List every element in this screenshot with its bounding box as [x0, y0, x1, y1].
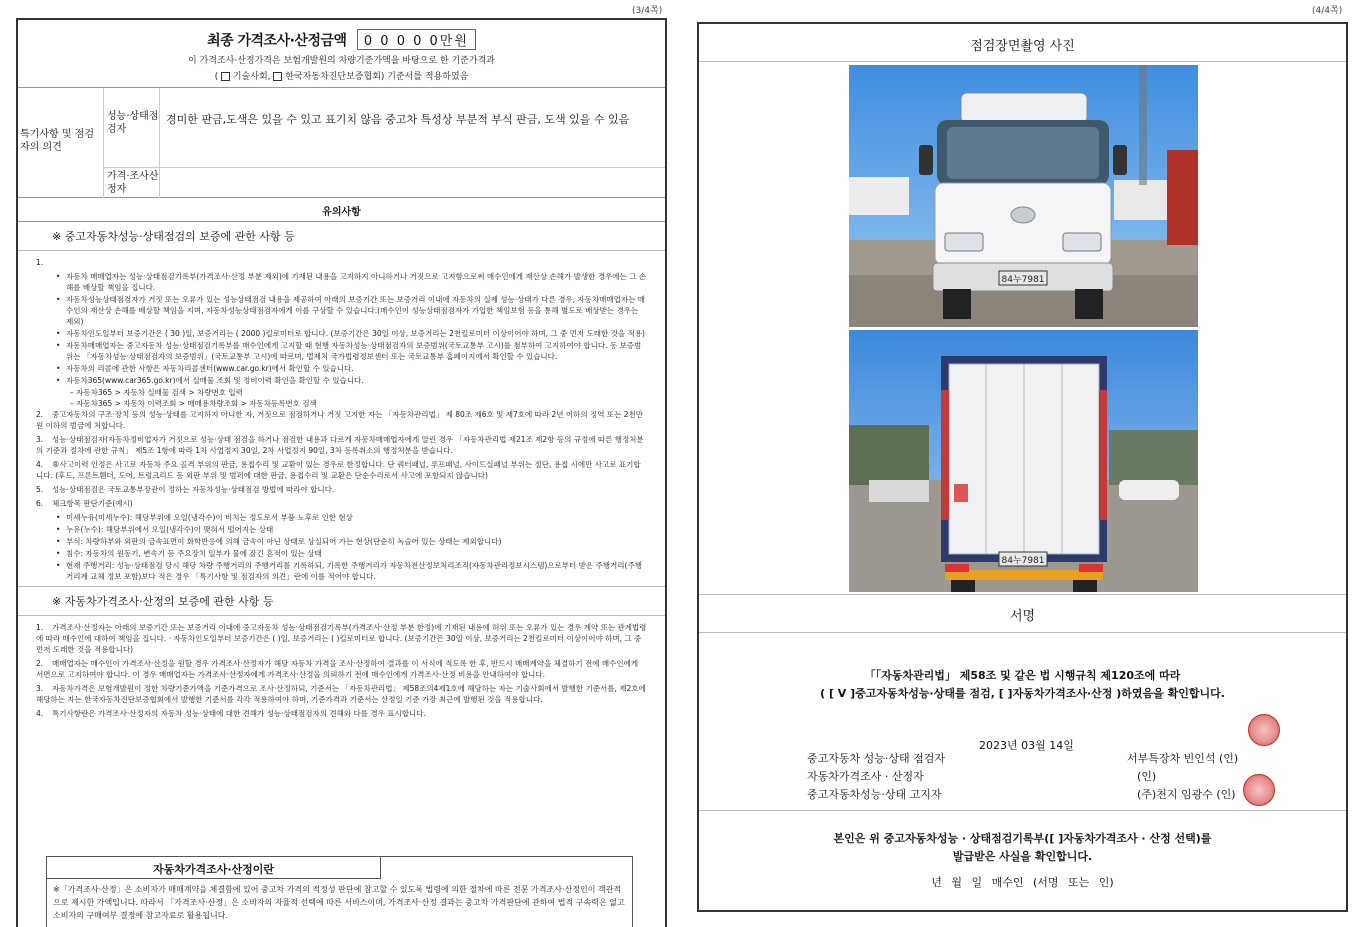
performance-warranty-items [18, 251, 665, 582]
performance-inspector-opinion: 경미한 판금,도색은 있을 수 있고 표기치 않음 중고차 특성상 부분적 부식 판금, 도색 있을 수 있음 [166, 113, 630, 126]
notice-sub-item: • 침수: 자동차의 원동기, 변속기 등 주요장치 일부가 물에 잠긴 흔적이 있는 상태 [36, 548, 647, 559]
buyer-signature-line[interactable]: 년 월 일 매수인 (서명 또는 인) [931, 876, 1114, 889]
section-performance-warranty-title: ※ 중고자동차성능·상태점검의 보증에 관한 사항 등 [18, 222, 665, 251]
notice-item [36, 683, 647, 705]
notice-sub-item: • 자동차성능상태점검자가 거짓 또는 오류가 있는 성능상태점검 내용을 제공하여 아래의 보증기간 또는 보증거리 이내에 자동차의 실제 성능·상태가 다른 경우, 자동차매매업자는 매수인의 재산상 손해를 배상할 책임을 지며, 자동차성능상태점검자에게 이를 구상할 수 있습니다.(매수인이 성능상태점검자가 가입한 책임보험 등을 통해 별도로 배상받는 경우는 제외) [36, 294, 647, 327]
notice-item [36, 409, 647, 431]
remarks-section [18, 88, 665, 198]
truck-rear-photo [849, 330, 1198, 592]
notice-item-number: 5. [36, 485, 44, 494]
price-definition-text: ※「가격조사·산정」은 소비자가 매매계약을 체결함에 있어 중고차 가격의 적정성 판단에 참고할 수 있도록 법령에 의한 절차에 따른 전문 가격조사·산정인이 객관적으로 제시한 가액입니다. 따라서 「가격조사·산정」은 소비자의 자율적 선택에 따른 서비스이며, 가격조사·산정 결과는 중고차 가격판단에 관하여 법적 구속력은 없고 소비자의 구매여부 결정에 참고자료로 활용됩니다. [53, 885, 625, 920]
final-price-section [18, 20, 665, 88]
notice-item-text: 특기사항란은 가격조사·산정자의 자동차 성능·상태에 대한 견해가 성능·상태점검자의 견해와 다를 경우 표시합니다. [52, 709, 426, 718]
price-amount-field[interactable]: 0 0 0 0 0만원 [357, 29, 476, 50]
price-basis-text: 이 가격조사·산정가격은 보험개발원의 차량기준가액을 바탕으로 한 기준가격과 [188, 56, 495, 66]
signer-row-inspector: 중고자동차 성능·상태 점검자 서부특장차 빈인석 (인) [807, 752, 1239, 765]
notice-item-text: ®사고이력 인정은 사고로 자동차 주요 골격 부위의 판금, 용접수리 및 교환이 있는 경우로 한정합니다. 단 쿼터패널, 루프패널, 사이드실패널 부위는 절단, 용접 시에만 사고로 표기합니다. (후드, 프론트휀더, 도어, 트렁크리드 등 외판 부위 및 범퍼에 대한 판금, 용접수리 및 교환은 단순수리로서 사고에 포함되지 않습니다) [36, 460, 641, 480]
notice-link-line: – 자동차365 > 자동차 이력조회 > 매매용차량조회 > 자동차등록번호 검색 [70, 399, 317, 408]
performance-inspector-label: 성능·상태점검자 [104, 88, 160, 167]
signature-divider [699, 810, 1346, 811]
price-warranty-items [18, 616, 665, 719]
photo-section-title: 점검장면촬영 사진 [699, 24, 1346, 62]
notice-item-text: 성능·상태점검자(자동차정비업자가 거짓으로 성능·상태 점검을 하거나 점검한 내용과 다르게 자동차매매업자에게 알린 경우 「자동차관리법 제21조 제2항 등의 규정에 따른 행정처분의 기준과 절차에 관한 규칙」 제5조 1항에 따라 1차 사업정지 30일, 2차 사업정지 90일, 3차 등록취소의 행정처분을 받습니다. [36, 435, 644, 455]
notice-item-number: 6. [36, 499, 44, 508]
notice-sub-item: • 자동차인도일부터 보증기간은 ( 30 )일, 보증거리는 ( 2000 )킬로미터로 합니다. (보증기간은 30일 이상, 보증거리는 2천킬로미터 이상이어야 하며, 그 중 먼저 도래한 것을 적용) [36, 328, 647, 339]
notice-item-text: 중고자동차의 구조·장치 등의 성능·상태를 고지하지 아니한 자, 거짓으로 점검하거나 거짓 고지한 자는 「자동차관리법」 제 80조 제6호 및 제7호에 따라 2년 이하의 징역 또는 2천만원 이하의 벌금에 처합니다. [36, 410, 644, 430]
notice-sub-item: • 자동차매매업자는 중고자동차 성능·상태점검기록부를 매수인에게 고지할 때 현행 자동차성능·상태점검자의 보증범위(국토교통부 고시)를 첨부하여 고지하여야 합니다. 동 보증범위는 「자동차성능·상태점검자의 보증범위」(국토교통부 고시)에 따르며, 법제처 국가법령정보센터 또는 국토교통부 홈페이지에서 확인할 수 있습니다. [36, 340, 647, 362]
inspection-confirmation: 「「자동차관리법」 제58조 및 같은 법 시행규칙 제120조에 따라 ( [ V ]중고자동차성능·상태를 점검, [ ]자동차가격조사·산정 )하였음을 확인합니다. [820, 669, 1225, 700]
truck-front-photo [849, 65, 1198, 327]
notice-item [36, 708, 647, 719]
notice-item-text: 매매업자는 매수인이 가격조사·산정을 원할 경우 가격조사·산정자가 해당 자동차 가격을 조사·산정하여 결과를 이 서식에 적도록 한 후, 반드시 매매계약을 체결하기 전에 매수인에게 서면으로 고지하여야 합니다. 이 경우 매매업자는 가격조사·산정자에게 가격조사·산정을 의뢰하기 전에 매수인에게 가격조사·산정 비용을 안내하여야 합니다. [36, 659, 639, 679]
notice-sub-item: • 부식: 차량하부와 외판의 금속표면이 화학반응에 의해 금속이 아닌 상태로 상실되어 가는 현상(단순히 녹슬어 있는 상태는 제외합니다) [36, 536, 647, 547]
notice-sub-item: • 자동차365(www.car365.go.kr)에서 실매물 조회 및 정비이력 확인을 확인할 수 있습니다. [36, 375, 647, 386]
notice-item-number: 3. [36, 684, 44, 693]
buyer-confirmation: 본인은 위 중고자동차성능 · 상태점검기록부([ ]자동차가격조사 · 산정 선택)를 발급받은 사실을 확인합니다. [833, 832, 1212, 863]
notice-item-number: 1. [36, 623, 44, 632]
page-number-right: (4/4쪽) [1312, 6, 1343, 16]
notice-item-text: 체크항목 판단기준(예시) [52, 499, 133, 508]
notice-item [36, 257, 647, 268]
front-plate-text: 84누7981 [1001, 275, 1045, 285]
price-definition-box [46, 856, 633, 927]
notice-item-number: 1. [36, 258, 44, 267]
price-definition-title: 자동차가격조사·산정이란 [47, 857, 381, 879]
section-price-warranty-title: ※ 자동차가격조사·산정의 보증에 관한 사항 등 [18, 586, 665, 616]
notice-title: 유의사항 [18, 198, 665, 222]
checkbox-diag-association[interactable] [273, 72, 282, 81]
standard-selection: ( 기술사회, 한국자동차진단보증협회) 기준서를 적용하였음 [214, 72, 469, 82]
remarks-price-row [104, 168, 667, 198]
notice-sub-item: • 미세누유(미세누수): 해당부위에 오일(냉각수)이 비치는 정도로서 부품 노후로 인한 현상 [36, 512, 647, 523]
notice-item-number: 2. [36, 410, 44, 419]
notice-item-number: 4. [36, 709, 44, 718]
notice-item [36, 658, 647, 680]
notice-sub-item: • 누유(누수): 해당부위에서 오일(냉각수)이 맺혀서 떨어지는 상태 [36, 524, 647, 535]
notice-item [36, 484, 647, 495]
notice-item-number: 3. [36, 435, 44, 444]
final-price-title: 최종 가격조사·산정금액 0 0 0 0 0만원 [18, 29, 665, 50]
checkbox-tech-society[interactable] [221, 72, 230, 81]
inspection-record-page-4 [697, 22, 1348, 912]
notice-item-text: 자동차가격은 보험개발원이 정한 차량기준가액을 기준가격으로 조사·산정하되, 기준서는 「자동차관리법」 제58조의4제1호에 해당하는 자는 기술사회에서 발행한 기준서를, 제2호에 해당하는 자는 한국자동차진단보증협회에서 발행한 기준서를 각각 적용하여야 하며, 기준가격과 기준서는 산정일 기준 가장 최근에 발행된 것을 적용합니다. [36, 684, 646, 704]
notice-link-line: – 자동차365 > 자동차 실매물 검색 > 차량번호 입력 [70, 388, 243, 397]
rear-plate-text: 84누7981 [1001, 556, 1045, 566]
signature-section-title: 서명 [699, 594, 1346, 633]
notice-sub-item: • 현재 주행거리: 성능·상태점검 당시 해당 차량 주행거리의 주행거리를 기록하되, 기록한 주행거리가 자동차전산정보처리조직(자동차관리정보시스템)으로부터 받은 주행거리(주행거리계 교체 정보 포함)보다 적은 경우 「특기사항 및 점검자의 의견」란에 이를 적어야 합니다. [36, 560, 647, 582]
notice-item [36, 498, 647, 509]
notice-item-number: 2. [36, 659, 44, 668]
page-number-left: (3/4쪽) [632, 6, 663, 16]
signer-row-notifier: 중고자동차성능·상태 고지자 (주)천지 임광수 (인) [807, 788, 1236, 801]
notice-item-text: 성능·상태점검은 국토교통부장관이 정하는 자동차성능·상태점검 방법에 따라야 합니다. [52, 485, 335, 494]
notice-item-text: 가격조사·산정자는 아래의 보증기간 또는 보증거리 이내에 중고자동차 성능·상태점검기록부(가격조사·산정 부분 한정)에 기재된 내용에 허위 또는 오류가 있는 경우 계약 또는 관계법령에 따라 매수인에 대하여 책임을 집니다. · 자동차인도일부터 보증기간은 ( )일, 보증거리는 ( )킬로미터로 합니다. (보증기간은 30일 이상, 보증거리는 2천킬로미터 이상이어야 하며, 그 중 먼저 도래한 것을 적용합니다) [36, 623, 647, 654]
inspector-seal-icon [1248, 714, 1280, 746]
notice-item [36, 459, 647, 481]
notice-item [36, 434, 647, 456]
inspection-record-page-3 [16, 18, 667, 927]
remarks-label: 특기사항 및 점검자의 의견 [18, 88, 104, 198]
signature-date: 2023년 03월 14일 [979, 739, 1074, 752]
price-assessor-label: 가격·조사산정자 [104, 168, 160, 198]
notice-sub-item: • 자동차의 리콜에 관한 사항은 자동차리콜센터(www.car.go.kr)에서 확인할 수 있습니다. [36, 363, 647, 374]
notifier-seal-icon [1243, 774, 1275, 806]
notice-item [36, 622, 647, 655]
notice-item-number: 4. [36, 460, 44, 469]
signer-row-assessor: 자동차가격조사 · 산정자 (인) [807, 770, 1157, 783]
remarks-performance-row [104, 88, 667, 168]
notice-sub-item: • 자동차 매매업자는 성능·상태점검기록부(가격조사·산정 부분 제외)에 기재된 내용을 고지하지 아니하거나 거짓으로 고지함으로써 매수인에게 재산상 손해가 발생한 경우에는 그 손해를 배상할 책임을 집니다. [36, 271, 647, 293]
